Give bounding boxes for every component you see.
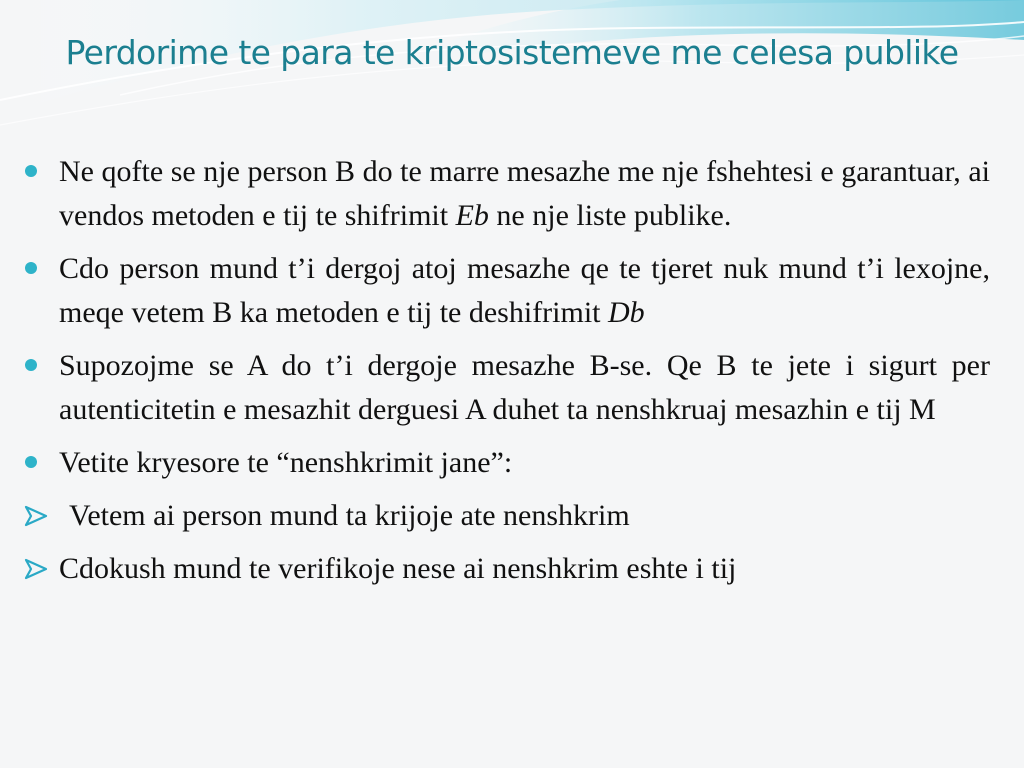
list-item-text: Ne qofte se nje person B do te marre mesazhe me nje fshehtesi e garantuar, ai vendos metoden e tij te shifrimit xyxy=(59,155,990,232)
italic-term: Eb xyxy=(455,199,489,232)
slide-title: Perdorime te para te kriptosistemeve me celesa publike xyxy=(65,33,959,72)
arrow-list-item xyxy=(24,494,990,538)
list-item-text-end: ne nje liste publike. xyxy=(488,199,732,232)
circle-bullet-icon xyxy=(25,456,37,468)
list-item-text: Vetem ai person mund ta krijoje ate nenshkrim xyxy=(69,499,630,532)
list-item-text: Supozojme se A do t’i dergoje mesazhe B-se. Qe B te jete i sigurt per autenticitetin e mesazhit derguesi A duhet ta nenshkruaj mesazhin e tij M xyxy=(59,349,990,426)
arrow-bullet-icon xyxy=(24,558,50,580)
bullet-list-item xyxy=(24,441,990,485)
slide-body xyxy=(24,150,990,600)
list-item-text: Cdokush mund te verifikoje nese ai nenshkrim eshte i tij xyxy=(59,552,737,585)
arrow-list-item xyxy=(24,547,990,591)
list-item-text: Vetite kryesore te “nenshkrimit jane”: xyxy=(59,446,513,479)
italic-term: Db xyxy=(608,296,645,329)
list-item-text: Cdo person mund t’i dergoj atoj mesazhe qe te tjeret nuk mund t’i lexojne, meqe vetem B ka metoden e tij te deshifrimit xyxy=(59,252,990,329)
bullet-list-item xyxy=(24,247,990,335)
bullet-list-item xyxy=(24,150,990,238)
bullet-list-item xyxy=(24,344,990,432)
arrow-bullet-icon xyxy=(24,505,50,527)
circle-bullet-icon xyxy=(25,359,37,371)
circle-bullet-icon xyxy=(25,165,37,177)
circle-bullet-icon xyxy=(25,262,37,274)
